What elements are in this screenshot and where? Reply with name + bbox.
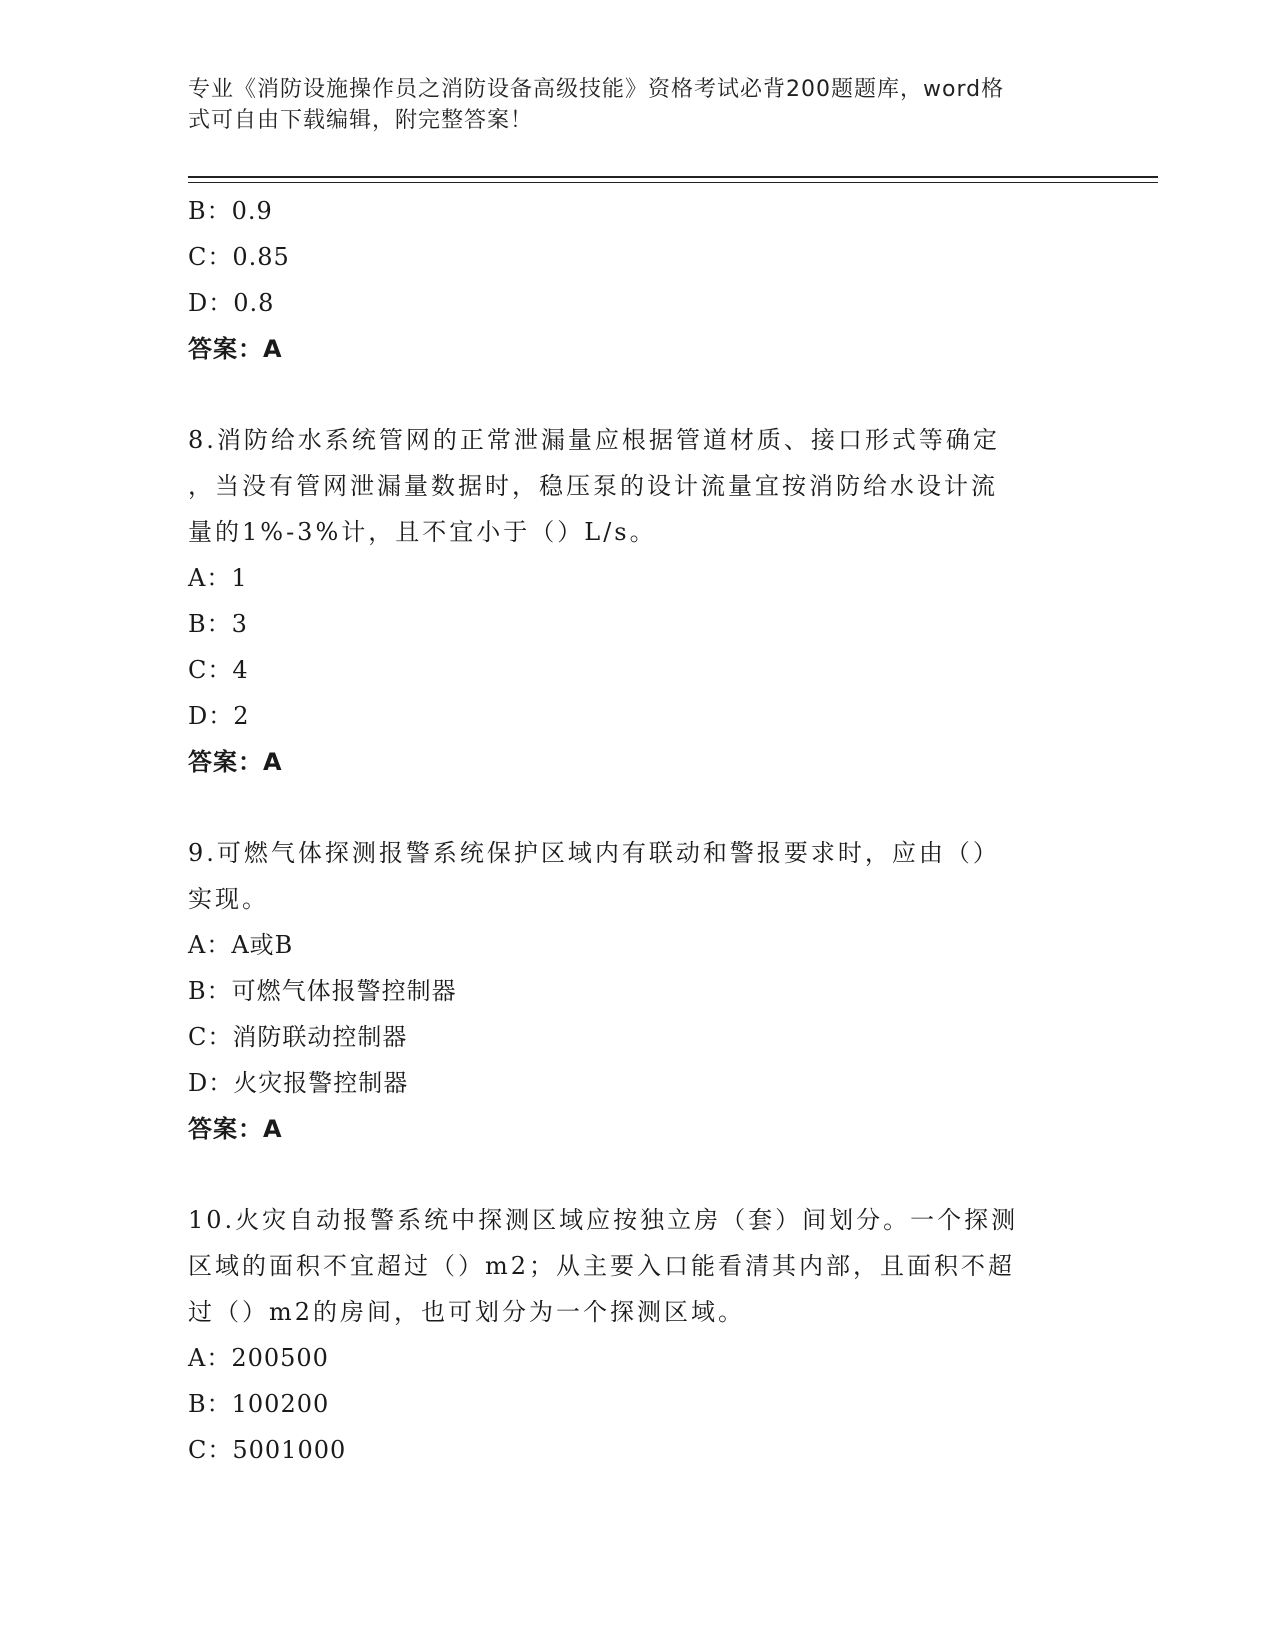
option-d: D：0.8 <box>188 289 275 317</box>
header-line-2: 式可自由下载编辑，附完整答案！ <box>188 108 534 133</box>
header-divider-thick <box>188 176 1158 178</box>
question-7 <box>188 188 1068 372</box>
option-b: B：0.9 <box>188 197 273 225</box>
option-b: B：可燃气体报警控制器 <box>188 977 457 1005</box>
option-b: B：3 <box>188 610 248 638</box>
question-text-line: 过（）m2的房间，也可划分为一个探测区域。 <box>188 1298 746 1326</box>
question-10 <box>188 1197 1068 1473</box>
spacer <box>188 372 1068 417</box>
header-divider-thin <box>188 182 1158 183</box>
option-a: A：1 <box>188 564 248 592</box>
question-text-line: 量的1%-3%计，且不宜小于（）L/s。 <box>188 518 657 546</box>
question-text-line: 9.可燃气体探测报警系统保护区域内有联动和警报要求时，应由（） <box>188 839 1000 867</box>
answer: 答案：A <box>188 748 283 776</box>
spacer <box>188 1152 1068 1197</box>
option-b: B：100200 <box>188 1390 330 1418</box>
question-text-line: 实现。 <box>188 885 269 913</box>
answer: 答案：A <box>188 335 283 363</box>
document-header <box>188 74 1068 136</box>
option-d: D：2 <box>188 702 250 730</box>
question-content <box>188 188 1068 1473</box>
answer: 答案：A <box>188 1115 283 1143</box>
question-text-line: 区域的面积不宜超过（）m2；从主要入口能看清其内部，且面积不超 <box>188 1252 1016 1280</box>
option-c: C：0.85 <box>188 243 290 271</box>
option-c: C：5001000 <box>188 1436 347 1464</box>
question-8 <box>188 417 1068 785</box>
option-a: A：200500 <box>188 1344 329 1372</box>
question-text-line: ，当没有管网泄漏量数据时，稳压泵的设计流量宜按消防给水设计流 <box>188 472 998 500</box>
header-line-1: 专业《消防设施操作员之消防设备高级技能》资格考试必背200题题库，word格 <box>188 77 1005 102</box>
option-c: C：4 <box>188 656 249 684</box>
spacer <box>188 785 1068 830</box>
option-d: D：火灾报警控制器 <box>188 1069 409 1097</box>
option-a: A：A或B <box>188 931 294 959</box>
question-text-line: 10.火灾自动报警系统中探测区域应按独立房（套）间划分。一个探测 <box>188 1206 1019 1234</box>
question-9 <box>188 830 1068 1152</box>
question-text-line: 8.消防给水系统管网的正常泄漏量应根据管道材质、接口形式等确定 <box>188 426 1000 454</box>
option-c: C：消防联动控制器 <box>188 1023 408 1051</box>
